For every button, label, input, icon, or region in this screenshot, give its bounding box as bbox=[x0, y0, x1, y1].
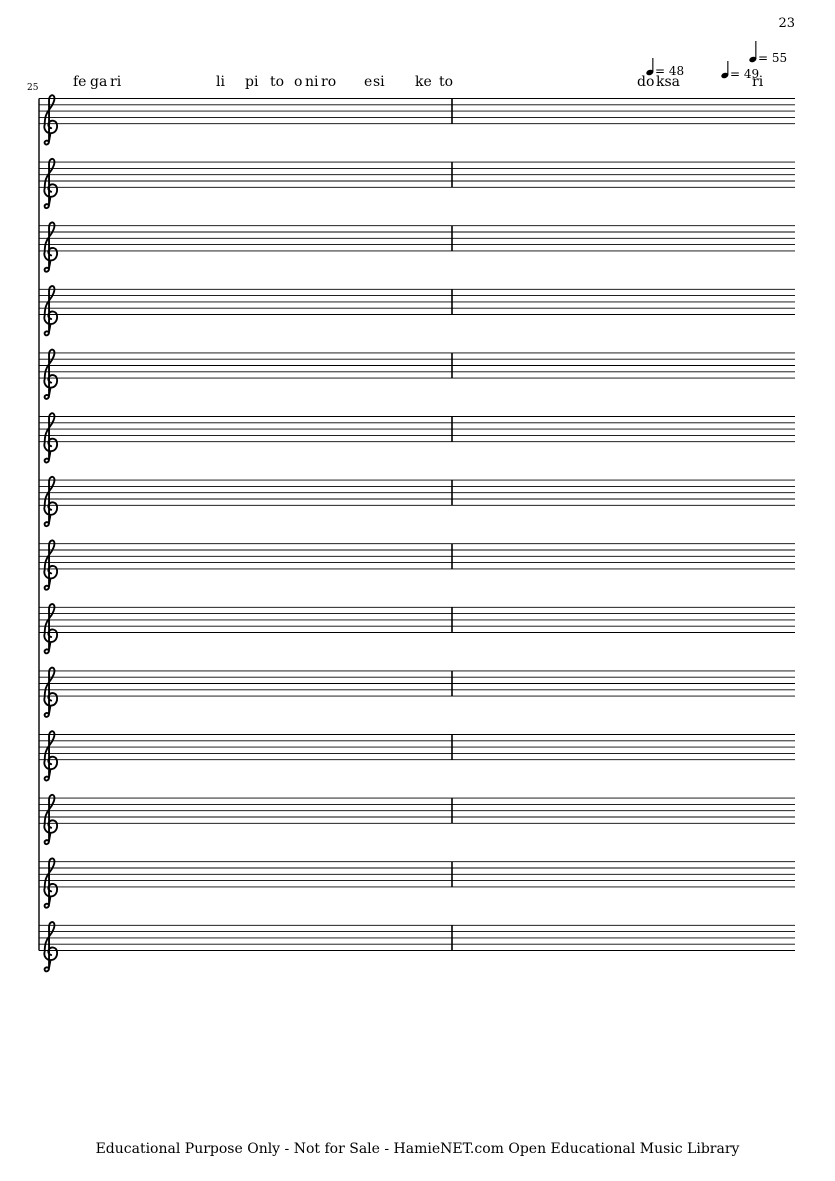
lyric-syllable: ga bbox=[90, 74, 108, 90]
treble-clef-icon bbox=[44, 604, 57, 653]
treble-clef-icon bbox=[44, 540, 57, 589]
lyric-syllable: pi bbox=[245, 74, 259, 90]
footer-note: Educational Purpose Only - Not for Sale - HamieNET.com Open Educational Music Library bbox=[95, 1141, 740, 1157]
tempo-value: = 48 bbox=[655, 64, 685, 78]
treble-clef-icon bbox=[44, 668, 57, 717]
lyric-syllable: ri bbox=[110, 74, 122, 90]
lyric-syllable: si bbox=[373, 74, 385, 90]
lyric-syllable: li bbox=[216, 74, 225, 90]
tempo-value: = 55 bbox=[758, 51, 788, 65]
treble-clef-icon bbox=[44, 858, 57, 907]
lyric-syllable: o bbox=[294, 74, 303, 90]
treble-clef-icon bbox=[44, 222, 57, 271]
treble-clef-icon bbox=[44, 159, 57, 208]
treble-clef-icon bbox=[44, 350, 57, 399]
page-number: 23 bbox=[778, 16, 795, 31]
treble-clef-icon bbox=[44, 477, 57, 526]
tempo-value: = 49 bbox=[730, 67, 760, 81]
lyric-syllable: ri bbox=[752, 74, 764, 90]
treble-clef-icon bbox=[44, 95, 57, 144]
treble-clef-icon bbox=[44, 413, 57, 462]
lyric-syllable: to bbox=[439, 74, 454, 90]
lyric-syllable: ke bbox=[415, 74, 432, 90]
treble-clef-icon bbox=[44, 731, 57, 780]
treble-clef-icon bbox=[44, 922, 57, 971]
lyric-syllable: e bbox=[364, 74, 373, 90]
treble-clef-icon bbox=[44, 286, 57, 335]
lyric-syllable: ni bbox=[305, 74, 319, 90]
measure-number: 25 bbox=[27, 83, 39, 93]
lyric-syllable: do bbox=[637, 74, 655, 90]
lyric-syllable: fe bbox=[73, 74, 87, 90]
treble-clef-icon bbox=[44, 795, 57, 844]
lyric-syllable: ksa bbox=[656, 74, 681, 90]
lyric-syllable: ro bbox=[321, 74, 337, 90]
lyric-syllable: to bbox=[270, 74, 285, 90]
